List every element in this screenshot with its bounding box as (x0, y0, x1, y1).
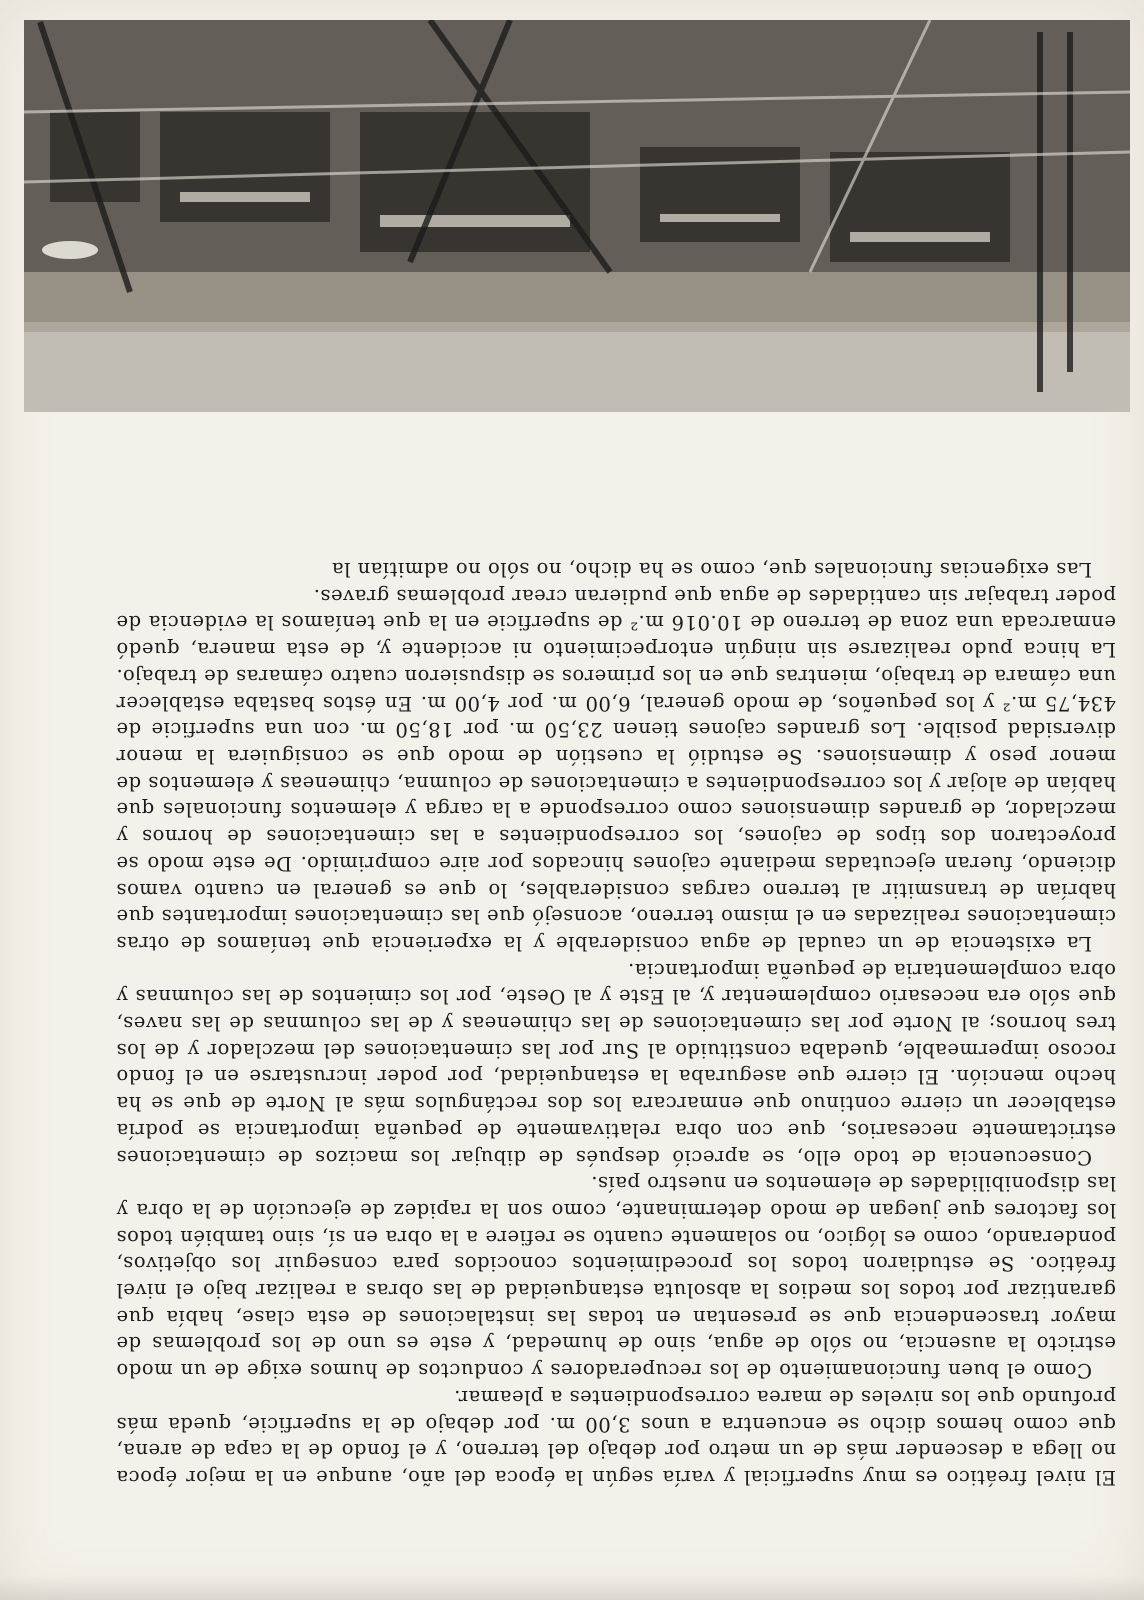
paragraph-1: El nivel freático es muy superficial y varía según la época del año, aunque en la mejor época no llega a descender más de un metro por debajo del terreno, y el fondo de la capa de arena, que como hemos dicho se encuentra a unos 3,00 m. por debajo de la superficie, queda más profundo que los niveles de marea correspondientes a pleamar. (116, 1385, 1116, 1489)
paragraph-3: Consecuencia de todo ello, se apreció después de dibujar los macizos de cimentaciones estrictamente necesarios, que con obra relativamente de pequeña importancia se podría establecer un cierre continuo que enmarcara los dos rectángulos más al Norte de que se ha hecho mención. El cierre que aseguraba la estanqueidad, por poder incrustarse en el fondo rocoso impermeable, quedaba constituido al Sur por las cimentaciones del mezclador y de los tres hornos; al Norte por las cimentaciones de las chimeneas y de las columnas de las naves, que sólo era necesario complementar y, al Este y al Oeste, por los cimientos de las columnas y obra complementaria de pequeña importancia. (116, 958, 1116, 1169)
construction-site-photo (24, 20, 1130, 412)
photo-illustration (24, 20, 1130, 412)
page-edge-shadow (0, 1576, 1144, 1600)
paragraph-5: Las exigencias funcionales que, como se ha dicho, no sólo no admitían la (331, 558, 1092, 582)
body-text (116, 475, 1116, 1490)
paragraph-2: Como el buen funcionamiento de los recuperadores y conductos de humos exige de un modo estricto la ausencia, no sólo de agua, sino de humedad, y este es uno de los problemas de mayor trascendencia que se presentan en todas las instalaciones de esta clase, había que garantizar por todos los medios la absoluta estanqueidad de las obras a realizar bajo el nivel freático. Se estudiaron todos los procedimientos conocidos para conseguir los objetivos, ponderando, como es lógico, no solamente cuanto se refiere a la obra en sí, sino también todos los factores que juegan de modo determinante, como son la rapidez de ejecución de la obra y las disponibilidades de elementos en nuestro país. (116, 1172, 1116, 1383)
paragraph-4: La existencia de un caudal de agua considerable y la experiencia que teníamos de otras cimentaciones realizadas en el mismo terreno, aconsejó que las cimentaciones importantes que habrían de transmitir al terreno cargas considerables, lo que es general en cuanto vamos diciendo, fueran ejecutadas mediante cajones hincados por aire comprimido. De este modo se proyectaron dos tipos de cajones, los correspondientes a las cimentaciones de hornos y mezclador, de grandes dimensiones como corresponde a la carga y elementos funcionales que habían de alojar y los correspondientes a cimentaciones de columna, chimeneas y elementos de menor peso y dimensiones. Se estudió la cuestión de modo que se consiguiera la menor diversidad posible. Los grandes cajones tienen 23,50 m. por 18,50 m. con una superficie de 434,75 m.² y los pequeños, de modo general, 6,00 m. por 4,00 m. En éstos bastaba establecer una cámara de trabajo, mientras que en los primeros se dispusieron cuatro cámaras de trabajo. La hinca pudo realizarse sin ningún entorpecimiento ni accidente y, de esta manera, quedó enmarcada una zona de terreno de 10.016 m.² de superficie en la que teníamos la evidencia de poder trabajar sin cantidades de agua que pudieran crear problemas graves. (116, 584, 1116, 955)
